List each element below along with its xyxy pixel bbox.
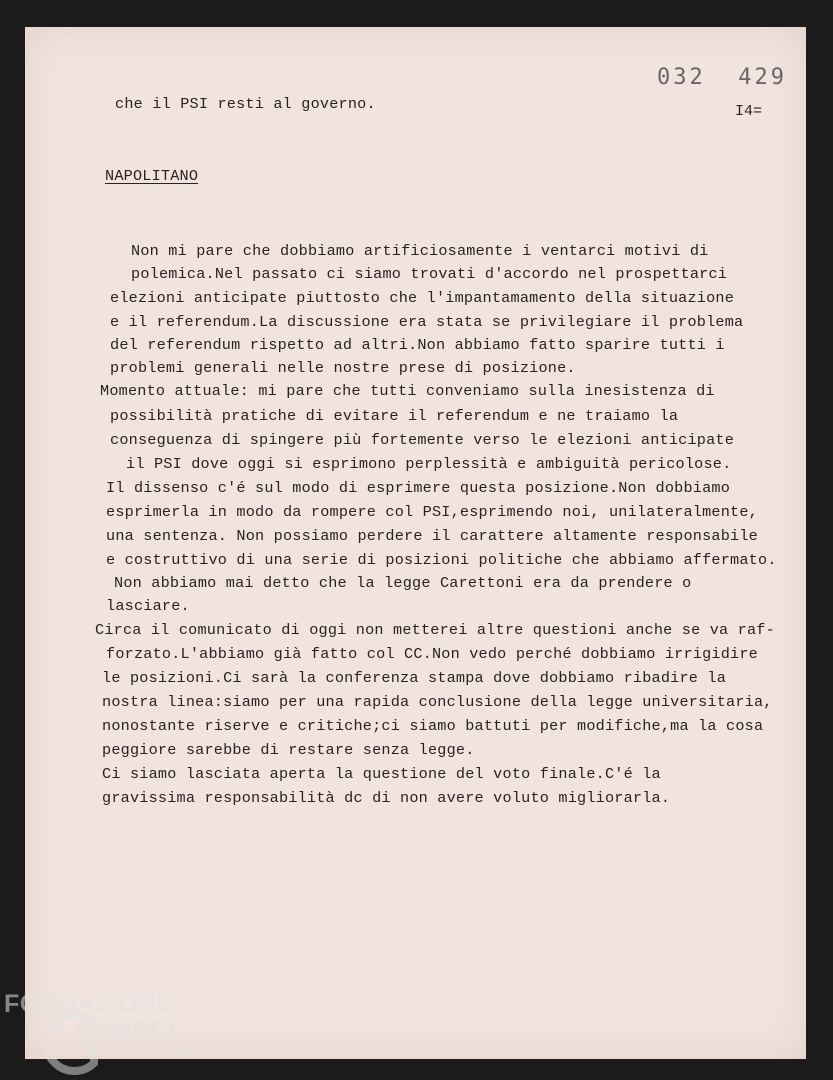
text-line: le posizioni.Ci sarà la conferenza stampa dove dobbiamo ribadire la [102,669,727,687]
text-line: elezioni anticipate piuttosto che l'impantamamento della situazione [110,289,735,307]
text-line: possibilità pratiche di evitare il referendum e ne traiamo la [110,407,679,425]
text-line: esprimerla in modo da rompere col PSI,esprimendo noi, unilateralmente, [106,503,758,521]
text-line: lasciare. [106,597,190,615]
page-code: I4= [735,103,763,120]
text-line: e costruttivo di una serie di posizioni politiche che abbiamo affermato. [106,551,777,569]
text-line: Non mi pare che dobbiamo artificiosamente i ventarci motivi di [131,242,709,260]
text-line: nonostante riserve e critiche;ci siamo battuti per modifiche,ma la cosa [102,717,764,735]
text-line: e il referendum.La discussione era stata se privilegiare il problema [110,313,744,331]
watermark-suffix: onlus [175,1046,199,1057]
text-line: nostra linea:siamo per una rapida conclusione della legge universitaria, [102,693,773,711]
archive-number: 032 429 [657,65,787,90]
text-line: Il dissenso c'é sul modo di esprimere questa posizione.Non dobbiamo [106,479,731,497]
text-line: gravissima responsabilità dc di non avere voluto migliorarla. [102,789,671,807]
text-line: Momento attuale: mi pare che tutti conveniamo sulla inesistenza di [100,382,715,400]
text-line: il PSI dove oggi si esprimono perplessità e ambiguità pericolose. [126,455,732,473]
text-line: del referendum rispetto ad altri.Non abbiamo fatto sparire tutti i [110,336,725,354]
text-line: conseguenza di spingere più fortemente verso le elezioni anticipate [110,431,735,449]
text-line: una sentenza. Non possiamo perdere il carattere altamente responsabile [106,527,758,545]
text-line: Non abbiamo mai detto che la legge Carettoni era da prendere o [114,574,692,592]
text-line: polemica.Nel passato ci siamo trovati d'accordo nel prospettarci [131,265,728,283]
speaker-heading: NAPOLITANO [105,167,199,185]
text-line: forzato.L'abbiamo già fatto col CC.Non vedo perché dobbiamo irrigidire [106,645,758,663]
text-line: che il PSI resti al governo. [115,95,376,113]
text-line: Ci siamo lasciata aperta la questione del voto finale.C'é la [102,765,661,783]
text-line: Circa il comunicato di oggi non metterei altre questioni anche se va raf- [95,621,775,639]
text-line: peggiore sarebbe di restare senza legge. [102,741,475,759]
watermark-line1: FONDAZIONE [4,990,175,1018]
watermark-line2: RAMSCI [74,1017,176,1045]
fondazione-gramsci-watermark [4,990,209,1075]
text-line: problemi generali nelle nostre prese di posizione. [110,359,576,377]
document-page [25,27,806,1059]
